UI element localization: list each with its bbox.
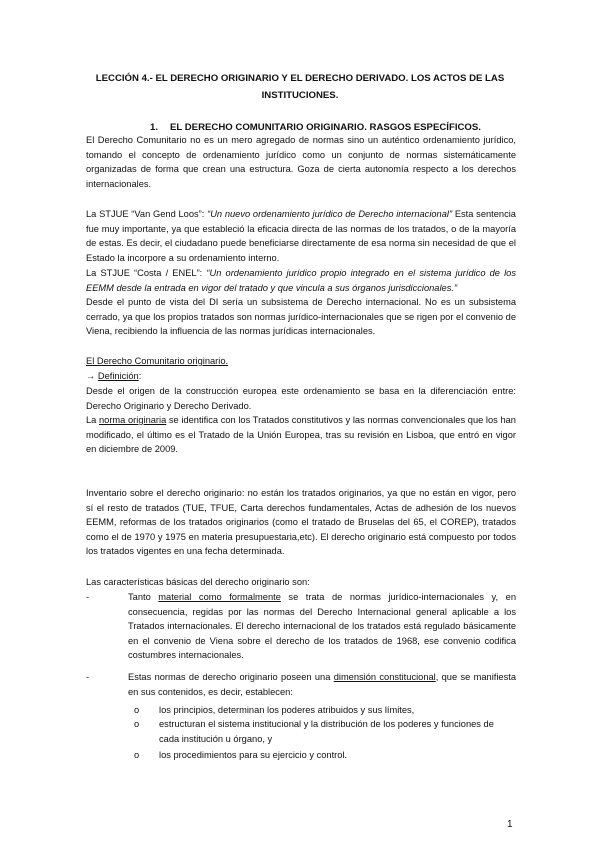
bullet-mark: o xyxy=(134,719,140,729)
bullet-item-text: los procedimientos para su ejercicio y control. xyxy=(159,750,348,760)
definicion-colon: : xyxy=(138,371,142,381)
lesson-title-line2: INSTITUCIONES. xyxy=(261,90,339,101)
dash-item-constitucional xyxy=(86,670,516,699)
paragraph-intro xyxy=(86,133,516,191)
bullet-mark: o xyxy=(134,705,140,715)
bullet-item xyxy=(134,703,516,718)
dash-mark: - xyxy=(86,672,90,682)
section-heading-text: EL DERECHO COMUNITARIO ORIGINARIO. RASGOS ESPECÍFICOS. xyxy=(170,122,481,133)
paragraph-inventario xyxy=(86,486,516,559)
van-gend-loos-rest: Esta sentencia fue muy importante, ya que estableció la eficacia directa de las normas de los tratados, o de la mayoría de estas. Es decir, el ciudadano puede beneficiarse directamente de esa norma sin necesidad de que el Estado la incorpore a su ordenamiento interno. xyxy=(86,209,516,263)
bullet-item xyxy=(134,748,516,763)
paragraph-costa-enel xyxy=(86,266,516,295)
dash-item-constitucional-underlined: dimensión constitucional xyxy=(333,672,436,682)
definicion-label: Definición xyxy=(97,371,139,381)
dash-item-material xyxy=(86,590,516,663)
section-number: 1. xyxy=(150,122,159,133)
page-number: 1 xyxy=(507,819,513,830)
paragraph-subsistema-text: Desde el punto de vista del DI sería un subsistema de Derecho internacional. No es un subsistema cerrado, ya que los propios tratados son normas jurídico-internacionales que se rigen por el convenio de Viena, recibiendo la influencia de las normas jurídicas internacionales. xyxy=(86,297,516,337)
dash-item-material-rest: se trata de normas jurídico-internacionales y, en consecuencia, regidas por las normas del Derecho Internacional general aplicable a los Tratados internacionales. El derecho internacional de los tratados está regulado básicamente en el convenio de Viena sobre el derecho de los tratados de 1968, ese convenio codifica costumbres internacionales. xyxy=(128,592,516,661)
bullet-item xyxy=(134,717,516,746)
norma-originaria-term: norma originaria xyxy=(99,415,167,425)
paragraph-origen xyxy=(86,384,516,413)
dash-item-material-underlined: material como formalmente xyxy=(158,592,281,602)
lesson-title-line1: LECCIÓN 4.- EL DERECHO ORIGINARIO Y EL DERECHO DERIVADO. LOS ACTOS DE LAS xyxy=(95,73,505,84)
norma-originaria-lead: La xyxy=(86,415,99,425)
dash-item-material-lead: Tanto xyxy=(128,592,159,602)
bullet-item-text: los principios, determinan los poderes atribuidos y sus límites, xyxy=(159,705,415,715)
lesson-title xyxy=(86,70,514,104)
paragraph-origen-text: Desde el origen de la construcción europea este ordenamiento se basa en la diferenciación entre: Derecho Originario y Derecho Derivado. xyxy=(86,386,516,411)
definicion-line xyxy=(86,369,516,384)
van-gend-loos-lead: La STJUE “Van Gend Loos”: xyxy=(86,209,208,219)
dash-item-constitucional-lead: Estas normas de derecho originario poseen una xyxy=(128,672,334,682)
arrow-icon: → xyxy=(86,371,96,381)
paragraph-inventario-text: Inventario sobre el derecho originario: no están los tratados originarios, ya que no están en vigor, pero sí el resto de tratados (TUE, TFUE, Carta derechos fundamentales, Actas de adhesión de los nuevos EEMM, reformas de los tratados originarios (como el tratado de Bruselas del 65, el COREP), tratados como el de 1970 y 1975 en materia presupuestaria,etc). El derecho originario está compuesto por todos los tratados vigentes en una fecha determinada. xyxy=(86,488,516,557)
norma-originaria-rest: se identifica con los Tratados constitutivos y las normas convencionales que los han modificado, el último es el Tratado de la Unión Europea, tras su revisión en Lisboa, que entró en vigor en diciembre de 2009. xyxy=(86,415,516,455)
paragraph-caracteristicas xyxy=(86,575,516,590)
costa-enel-quote: “Un ordenamiento jurídico propio integrado en el sistema jurídico de los EEMM desde la entrada en vigor del tratado y que vincula a sus órganos jurisdiccionales.” xyxy=(86,268,516,293)
dash-item-constitucional-rest: , que se manifiesta en sus contenidos, es decir, establecen: xyxy=(128,672,516,697)
dash-mark: - xyxy=(86,592,90,602)
paragraph-subsistema xyxy=(86,295,516,339)
costa-enel-lead: La STJUE “Costa / ENEL”: xyxy=(86,268,207,278)
bullet-item-text: estructuran el sistema institucional y la distribución de los poderes y funciones de cada institución u órgano, y xyxy=(159,719,494,744)
paragraph-intro-text: El Derecho Comunitario no es un mero agregado de normas sino un auténtico ordenamiento jurídico, tomando el concepto de ordenamiento jurídico como un conjunto de normas sistemáticamente organizadas de forma que crean una estructura. Goza de cierta autonomía respecto a los derechos internacionales. xyxy=(86,135,516,189)
paragraph-caracteristicas-text: Las características básicas del derecho originario son: xyxy=(86,577,310,587)
subheading-derecho-originario: El Derecho Comunitario originario. xyxy=(86,356,229,366)
subheading-block xyxy=(86,354,516,369)
van-gend-loos-quote: “Un nuevo ordenamiento jurídico de Derecho internacional” xyxy=(207,209,453,219)
paragraph-van-gend-loos xyxy=(86,207,516,265)
paragraph-norma-originaria xyxy=(86,413,516,457)
bullet-mark: o xyxy=(134,750,140,760)
